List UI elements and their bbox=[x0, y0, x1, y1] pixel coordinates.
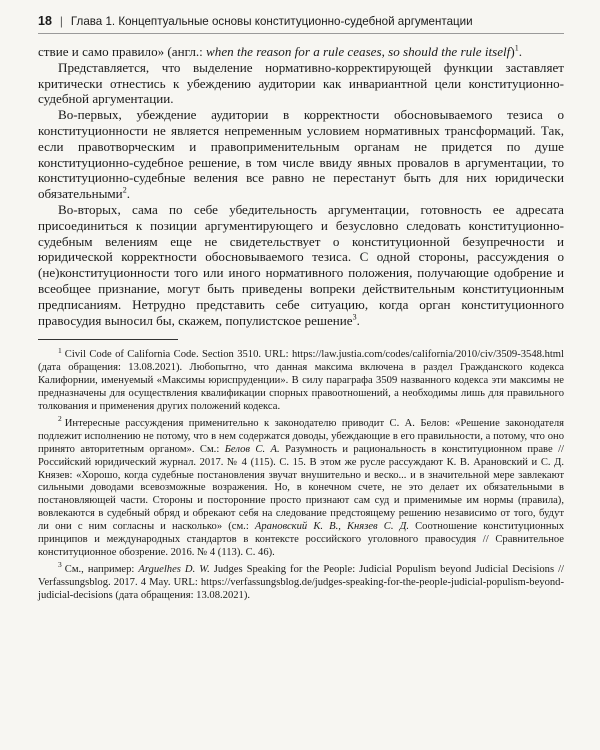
chapter-title: Глава 1. Концептуальные основы конституционно-судебной аргументации bbox=[70, 14, 473, 28]
header-separator: | bbox=[59, 14, 63, 28]
running-header bbox=[38, 14, 564, 34]
footnote-ref-2[interactable]: 2 bbox=[122, 185, 127, 195]
author-name: Белов С. А. bbox=[224, 443, 280, 455]
author-name: Arguelhes D. W. bbox=[138, 563, 210, 575]
author-name: Арановский К. В., Князев С. Д. bbox=[254, 521, 409, 533]
paragraph-1: ствие и само правило» (англ.: when the reason for a rule ceases, so should the rule itself)$^1$. bbox=[38, 43, 522, 59]
paragraph-3: Во-первых, убеждение аудитории в корректности обосновываемого тезиса о конституционности не является непременным условием нормативных трансформаций. Так, если правотворческим и правоприменительным органам не придется по душе конституционно-судебное решение, в том числе ввиду явных провалов в аргументации, то конституционно-судебные веления все равно не перестанут быть для них юридически обязательными$^2$. bbox=[38, 107, 564, 202]
footnote-3: $^3$ См., например: Arguelhes D. W. Judges Speaking for the People: Judicial Populism beyond Judicial Decisions // Verfassungsblog. 2017. 4 May. URL: https://verfassungsblog.de/judges-speaking-for-the-people-judicial-populism-beyond-judicial-decisions (дата обращения: 13.08.2021). bbox=[38, 560, 564, 601]
main-text bbox=[38, 44, 564, 328]
footnotes bbox=[38, 345, 565, 602]
footnote-1: $^1$ Civil Code of California Code. Section 3510. URL: https://law.justia.com/codes/california/2010/civ/3509-3548.html (дата обращения: 13.08.2021). Любопытно, что данная максима включена в раздел Гражданского кодекса Калифорнии, именуемый «Максимы юриспруденции». В силу параграфа 3509 названного кодекса эти максимы не предназначены для осуществления квалификации спорных правоотношений, а необходимы лишь для правильного толкования и применения других положений кодекса. bbox=[38, 345, 564, 412]
page-number: 18 bbox=[38, 14, 52, 28]
footnote-ref-1[interactable]: 1 bbox=[514, 43, 519, 53]
footnote-divider bbox=[38, 339, 178, 340]
paragraph-4: Во-вторых, сама по себе убедительность аргументации, готовность ее адресата присоединиться к позиции аргументирующего и безусловно следовать конституционно-судебным велениям еще не свидетельствует о конституционной безупречности и юридической корректности обосновываемого тезиса. С одной стороны, рассуждения о (не)конституционности того или иного нормативного положения, получающие одобрение и всеобщее признание, могут быть приведены вопреки действительным конституционным предписаниям. Нетрудно представить себе ситуацию, когда орган конституционного правосудия выносил бы, скажем, популистское решение$^3$. bbox=[38, 201, 564, 328]
footnote-ref-3[interactable]: 3 bbox=[352, 312, 357, 322]
latin-maxim: when the reason for a rule ceases, so should the rule itself bbox=[206, 44, 511, 59]
footnote-2: $^2$ Интересные рассуждения применительно к законодателю приводит С. А. Белов: «Решение законодателя подлежит исполнению не потому, что в нем содержатся доводы, убеждающие в его правильности, а потому, что оно принято авторитетным органом». См.: Белов С. А. Разумность и рациональность в конституционном праве // Российский юридический журнал. 2017. № 4 (115). С. 15. В этом же русле рассуждают К. В. Арановский и С. Д. Князев: «Хорошо, когда судебные постановления звучат внушительно и веско... и в значительной мере завлекают сильными доводами всевозможные возражения. Но, в конечном счете, не это делает их обязательными в постановляющей части. Стороны и посторонние просто признают сам суд и применимые им нормы (правила), вовлекаются в судебный обряд и обрекают себя на следование предстоящему решению независимо от того, будут ли они с ним согласны и насколько» (см.: Арановский К. В., Князев С. Д. Соотношение конституционных принципов и международных стандартов в контексте российского уголовного правосудия // Сравнительное конституционное обозрение. 2016. № 4 (113). С. 46). bbox=[38, 414, 565, 558]
paragraph-2: Представляется, что выделение нормативно-корректирующей функции заставляет критически отнестись к убеждению аудитории как инвариантной цели конституционно-судебной аргументации. bbox=[38, 59, 564, 107]
